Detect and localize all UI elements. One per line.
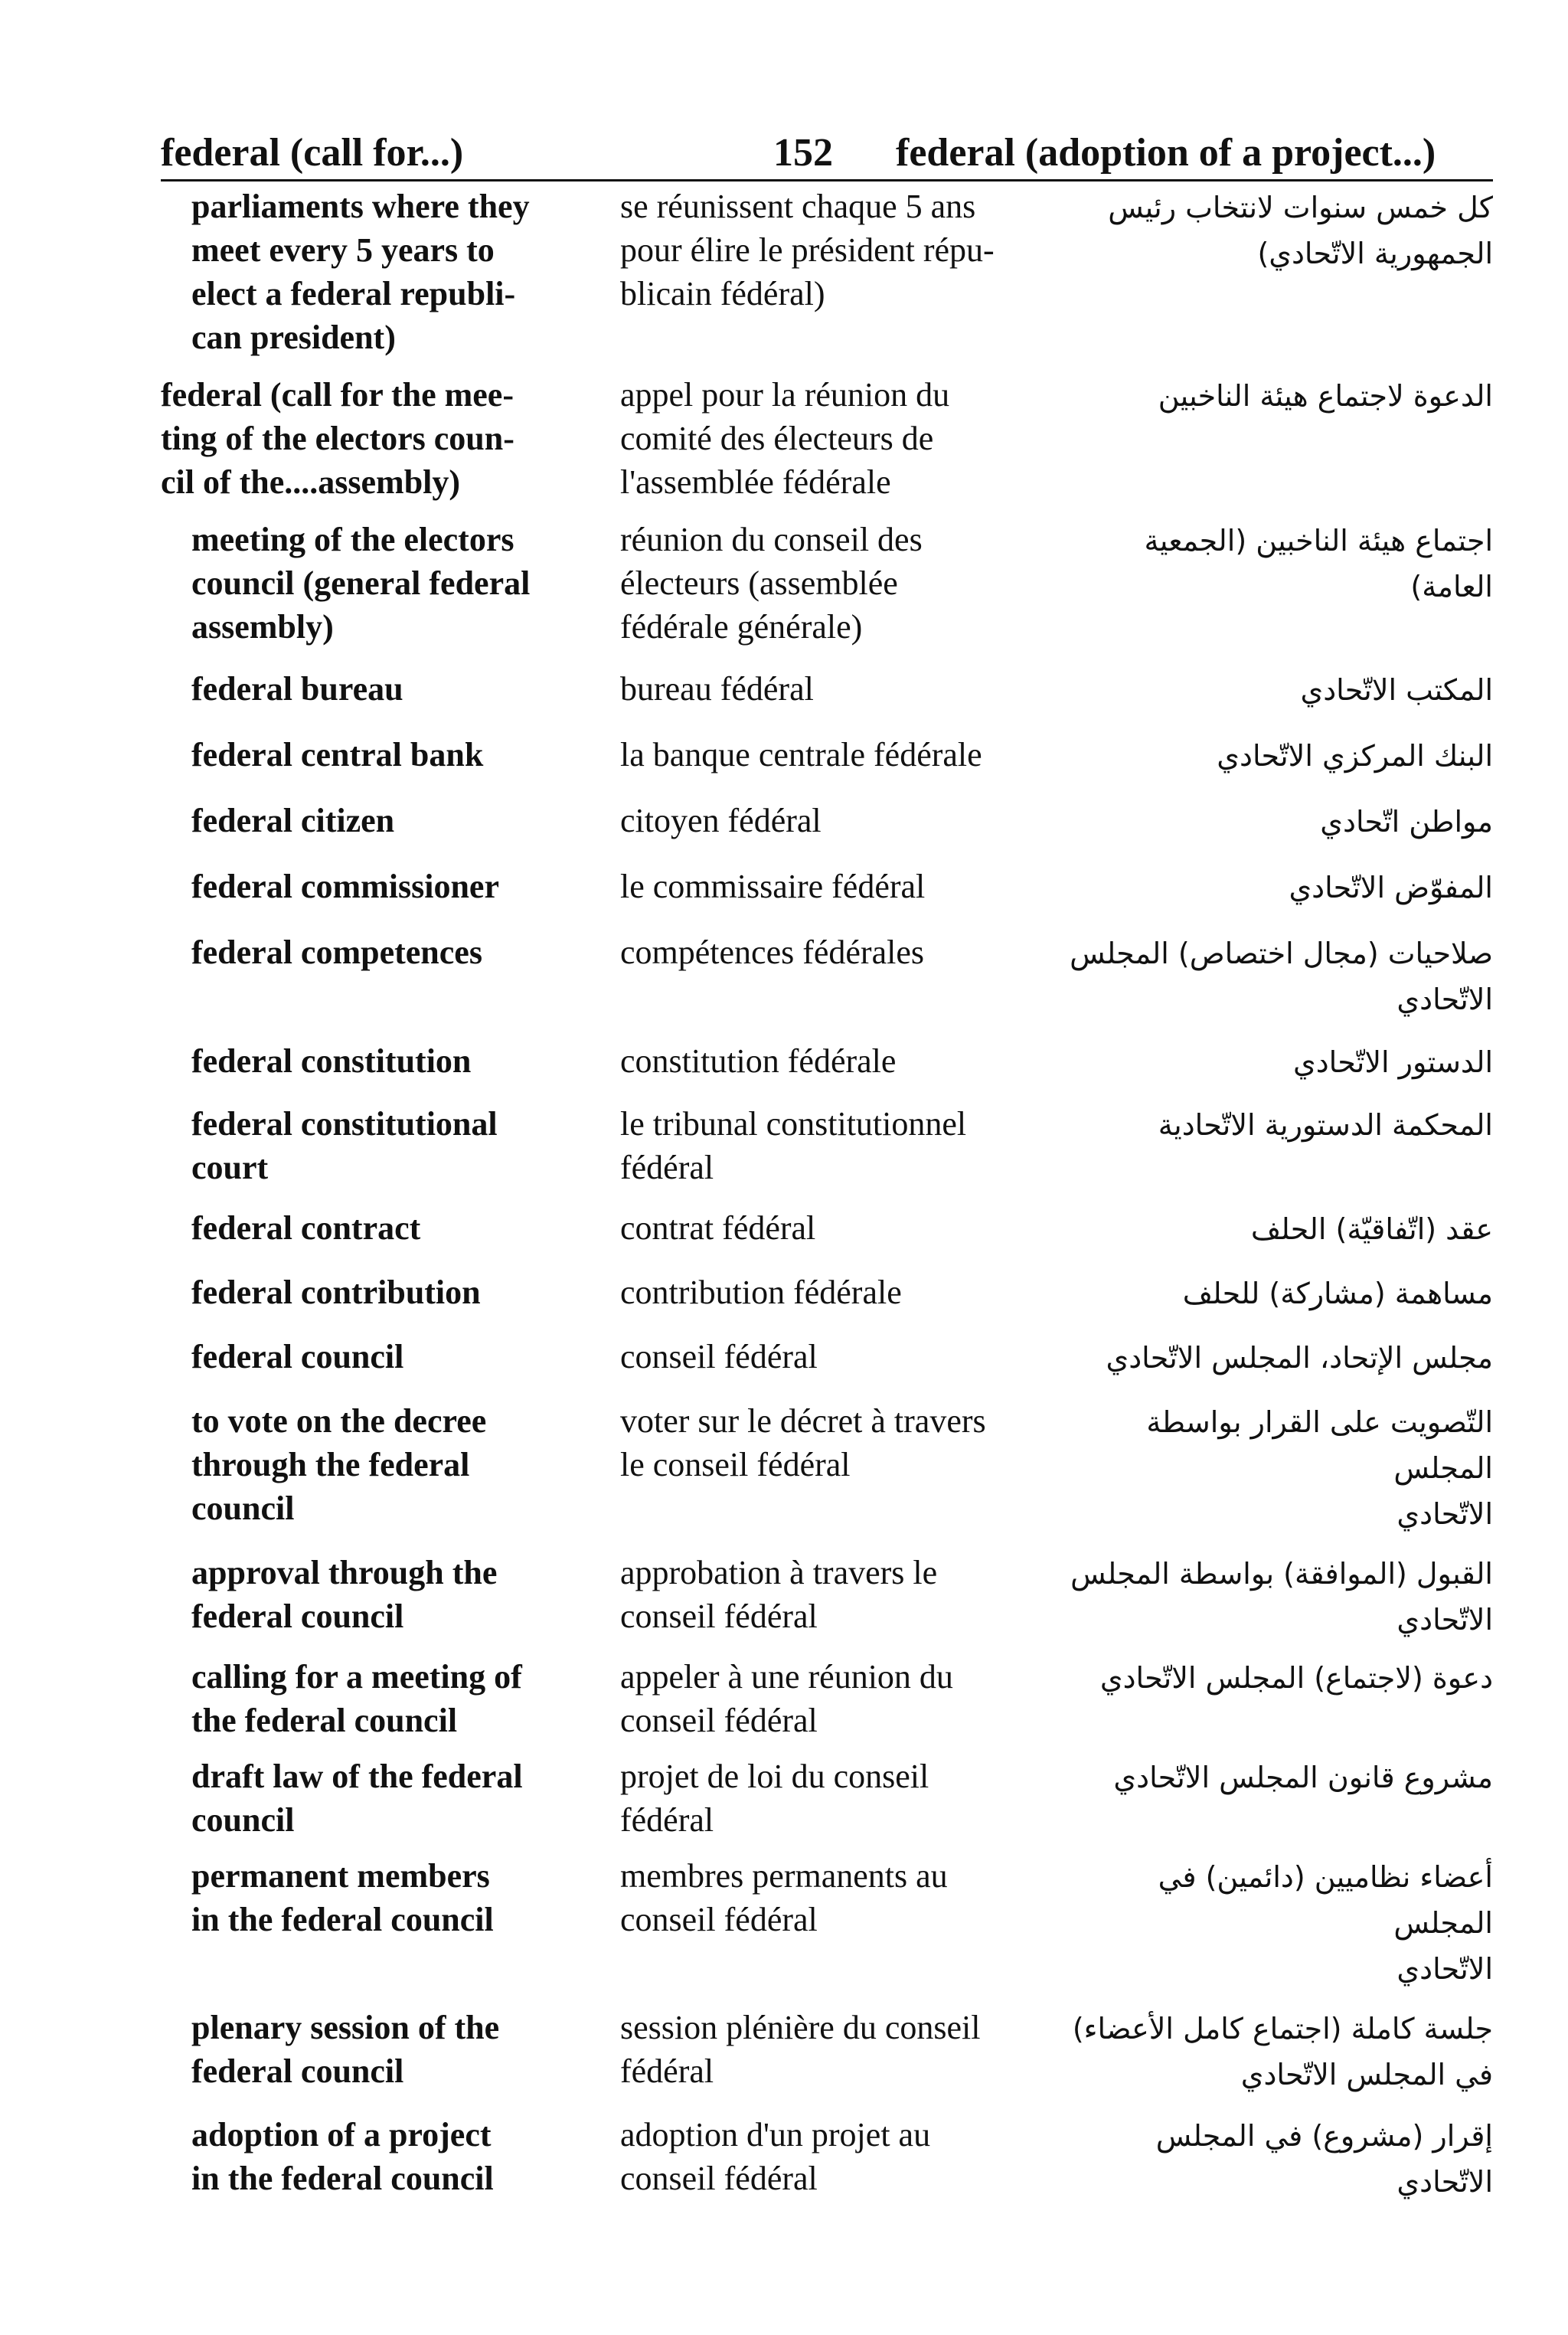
entry-arabic-translation: الدعوة لاجتماع هيئة الناخبين (1158, 379, 1493, 413)
entry-english-term: federal constitutional court (191, 1105, 498, 1186)
dictionary-entry (161, 1206, 1493, 1252)
entry-english-term: to vote on the decree through the federal council (191, 1402, 487, 1527)
entry-arabic-translation: إقرار (مشروع) في المجلس الاتّحادي (1155, 2119, 1493, 2199)
entry-arabic-translation: صلاحيات (مجال اختصاص) المجلس الاتّحادي (1070, 937, 1493, 1016)
dictionary-entry (161, 2113, 1493, 2205)
entry-french-translation: le commissaire fédéral (620, 868, 926, 905)
dictionary-entry (161, 930, 1493, 1022)
entry-english-term: plenary session of the federal council (191, 2009, 500, 2090)
entry-arabic-translation: مساهمة (مشاركة) للحلف (1182, 1277, 1493, 1310)
entry-french-translation: adoption d'un projet au conseil fédéral (620, 2116, 931, 2197)
dictionary-entry (161, 373, 1493, 504)
entry-english-term: federal constitution (191, 1042, 472, 1080)
entry-english-term: federal commissioner (191, 868, 499, 905)
header-right-guide-word: federal (adoption of a project...) (896, 131, 1436, 175)
entry-french-translation: approbation à travers le conseil fédéral (620, 1554, 938, 1635)
entry-french-translation: membres permanents au conseil fédéral (620, 1857, 948, 1938)
entry-english-term: parliaments where they meet every 5 years to elect a federal republi- can president) (191, 188, 530, 356)
entry-english-term: federal contract (191, 1209, 421, 1247)
entry-english-term: federal (call for the mee- ting of the electors coun- cil of the....assembly) (161, 376, 514, 501)
entry-english-term: draft law of the federal council (191, 1758, 523, 1839)
running-header (161, 115, 1493, 182)
dictionary-entry (161, 1102, 1493, 1189)
dictionary-entry (161, 185, 1493, 359)
entry-arabic-translation: جلسة كاملة (اجتماع كامل الأعضاء) في المجلس الاتّحادي (1072, 2012, 1493, 2091)
entry-french-translation: contribution fédérale (620, 1274, 902, 1311)
dictionary-entry (161, 1755, 1493, 1842)
entry-arabic-translation: البنك المركزي الاتّحادي (1217, 739, 1493, 773)
entry-french-translation: le tribunal constitutionnel fédéral (620, 1105, 967, 1186)
dictionary-entry (161, 1399, 1493, 1537)
entry-english-term: federal competences (191, 934, 482, 971)
entry-arabic-translation: مواطن اتّحادي (1320, 805, 1493, 839)
entry-english-term: approval through the federal council (191, 1554, 498, 1635)
entry-arabic-translation: أعضاء نظاميين (دائمين) في المجلس الاتّحادي (1158, 1860, 1493, 1986)
entry-french-translation: voter sur le décret à travers le conseil fédéral (620, 1402, 986, 1483)
dictionary-entry (161, 733, 1493, 779)
entry-french-translation: contrat fédéral (620, 1209, 816, 1247)
entry-arabic-translation: دعوة (لاجتماع) المجلس الاتّحادي (1099, 1661, 1493, 1695)
dictionary-entry (161, 667, 1493, 713)
entry-french-translation: projet de loi du conseil fédéral (620, 1758, 929, 1839)
dictionary-entry (161, 2006, 1493, 2098)
entry-arabic-translation: كل خمس سنوات لانتخاب رئيس الجمهورية الاتّحادي) (1108, 191, 1493, 270)
entry-english-term: federal citizen (191, 802, 395, 839)
entry-french-translation: bureau fédéral (620, 670, 814, 708)
entry-french-translation: la banque centrale fédérale (620, 736, 982, 773)
dictionary-page (161, 115, 1493, 2274)
entry-arabic-translation: المفوّض الاتّحادي (1289, 871, 1493, 904)
entry-english-term: federal central bank (191, 736, 484, 773)
entry-french-translation: appeler à une réunion du conseil fédéral (620, 1658, 953, 1739)
entry-arabic-translation: المحكمة الدستورية الاتّحادية (1158, 1108, 1493, 1142)
entry-french-translation: constitution fédérale (620, 1042, 897, 1080)
entry-french-translation: réunion du conseil des électeurs (assemblée fédérale générale) (620, 521, 923, 646)
entry-english-term: federal council (191, 1338, 404, 1375)
entry-french-translation: session plénière du conseil fédéral (620, 2009, 981, 2090)
dictionary-entry (161, 1655, 1493, 1742)
dictionary-entry (161, 1335, 1493, 1381)
entry-arabic-translation: عقد (اتّفاقيّة) الحلف (1250, 1212, 1493, 1246)
entry-french-translation: citoyen fédéral (620, 802, 822, 839)
dictionary-entry (161, 1039, 1493, 1085)
entry-english-term: adoption of a project in the federal council (191, 2116, 494, 2197)
entry-arabic-translation: اجتماع هيئة الناخبين (الجمعية العامة) (1144, 524, 1493, 603)
entry-english-term: federal bureau (191, 670, 403, 708)
entry-french-translation: se réunissent chaque 5 ans pour élire le président répu- blicain fédéral) (620, 188, 995, 312)
entry-french-translation: appel pour la réunion du comité des électeurs de l'assemblée fédérale (620, 376, 950, 501)
dictionary-entry (161, 1271, 1493, 1316)
entry-arabic-translation: مجلس الإتحاد، المجلس الاتّحادي (1106, 1341, 1493, 1375)
entry-arabic-translation: المكتب الاتّحادي (1300, 673, 1493, 707)
entry-french-translation: compétences fédérales (620, 934, 924, 971)
dictionary-entry (161, 865, 1493, 911)
entry-arabic-translation: مشروع قانون المجلس الاتّحادي (1113, 1761, 1493, 1794)
entry-list (161, 185, 1493, 2205)
entry-english-term: calling for a meeting of the federal council (191, 1658, 522, 1739)
entry-french-translation: conseil fédéral (620, 1338, 818, 1375)
entry-arabic-translation: التّصويت على القرار بواسطة المجلس الاتّحادي (1146, 1405, 1493, 1531)
entry-english-term: federal contribution (191, 1274, 481, 1311)
dictionary-entry (161, 1551, 1493, 1643)
dictionary-entry (161, 1854, 1493, 1992)
dictionary-entry (161, 799, 1493, 845)
dictionary-entry (161, 518, 1493, 649)
entry-english-term: meeting of the electors council (general federal assembly) (191, 521, 531, 646)
entry-arabic-translation: الدستور الاتّحادي (1292, 1045, 1493, 1079)
header-left-guide-word: federal (call for...) (161, 131, 464, 175)
entry-english-term: permanent members in the federal council (191, 1857, 494, 1938)
page-number: 152 (773, 131, 833, 175)
entry-arabic-translation: القبول (الموافقة) بواسطة المجلس الاتّحادي (1070, 1557, 1493, 1637)
